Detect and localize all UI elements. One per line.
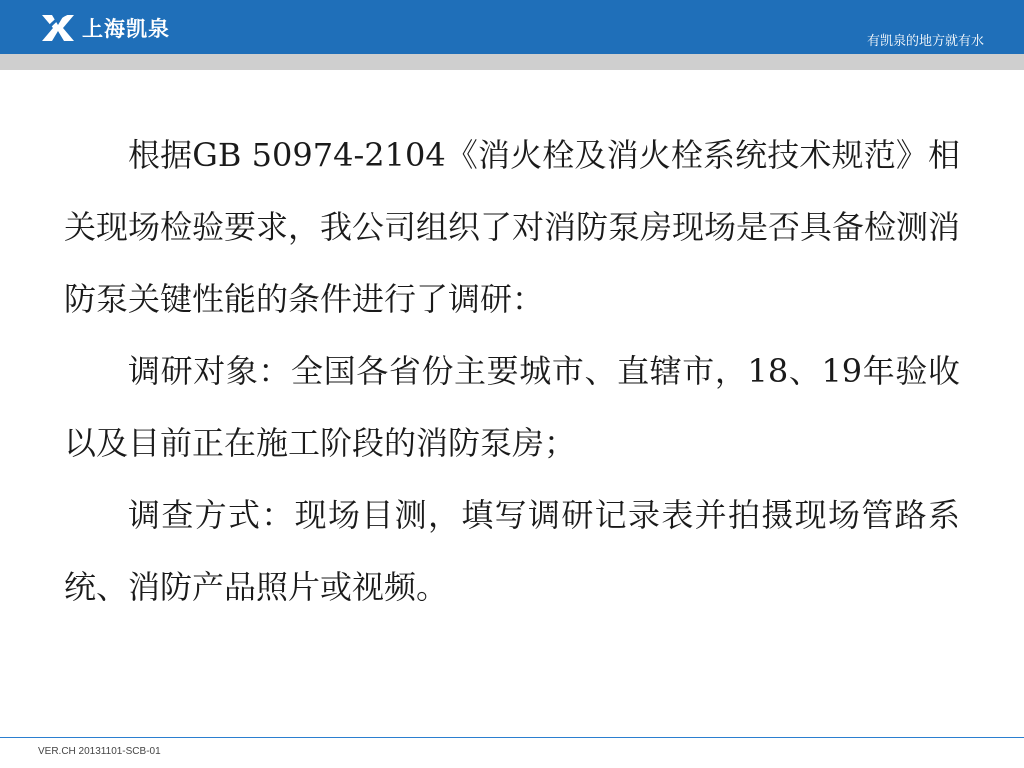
paragraph-method: 调查方式：现场目测，填写调研记录表并拍摄现场管路系统、消防产品照片或视频。 (64, 496, 960, 606)
paragraph-subjects: 调研对象：全国各省份主要城市、直辖市，18、19年验收以及目前正在施工阶段的消防泵房； (64, 352, 960, 462)
slide-body (64, 119, 960, 623)
logo-icon (38, 11, 78, 45)
version-label: VER.CH 20131101-SCB-01 (38, 746, 161, 757)
paragraph-intro: 根据GB 50974-2104《消火栓及消火栓系统技术规范》相关现场检验要求，我公司组织了对消防泵房现场是否具备检测消防泵关键性能的条件进行了调研： (64, 136, 961, 318)
header-stripe (0, 54, 1024, 70)
header-bar (0, 0, 1024, 54)
company-logo (38, 9, 170, 47)
brand-name: 上海凯泉 (82, 17, 170, 41)
footer-divider (0, 737, 1024, 738)
slogan-text: 有凯泉的地方就有水 (866, 34, 984, 49)
